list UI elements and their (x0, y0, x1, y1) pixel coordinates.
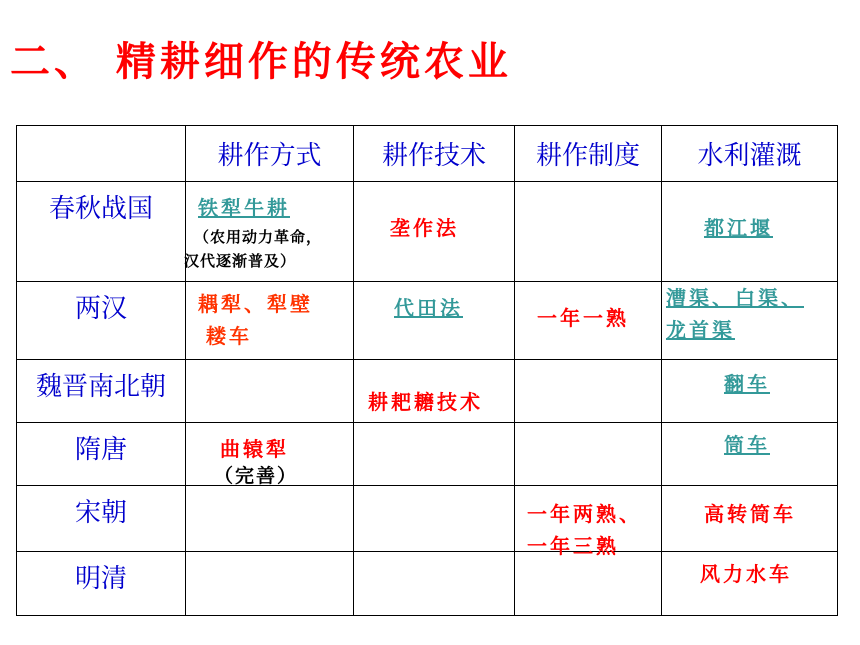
header-corner (17, 126, 186, 182)
cell-system (515, 423, 662, 486)
cell-technique (354, 423, 515, 486)
cell-technique (354, 360, 515, 423)
table-row (17, 282, 838, 360)
irrigation-link[interactable]: 翻车 (724, 372, 770, 396)
table-row (17, 360, 838, 423)
header-irrigation: 水利灌溉 (662, 126, 838, 182)
cell-technique (354, 282, 515, 360)
irrigation-link[interactable]: 龙首渠 (666, 318, 735, 342)
irrigation-text: 风力水车 (700, 562, 792, 586)
cell-system (515, 552, 662, 616)
cell-method (186, 282, 354, 360)
technique-text: 耕耙耱技术 (368, 390, 483, 414)
cell-system (515, 486, 662, 558)
cell-method (186, 552, 354, 616)
agriculture-table (16, 125, 838, 616)
cell-method (186, 182, 354, 282)
system-text: 一年三熟 (527, 534, 619, 558)
table-row (17, 182, 838, 282)
irrigation-link[interactable]: 都江堰 (704, 216, 773, 240)
cell-irrigation (662, 552, 838, 616)
table-row (17, 486, 838, 552)
page-title: 二、 精耕细作的传统农业 (10, 39, 512, 85)
header-technique: 耕作技术 (354, 126, 515, 182)
method-text: 耦犁、犁壁 (198, 292, 313, 316)
row-period: 隋唐 (17, 423, 186, 486)
row-period: 两汉 (17, 282, 186, 360)
row-period: 魏晋南北朝 (17, 360, 186, 423)
cell-technique (354, 486, 515, 552)
cell-method (186, 486, 354, 552)
system-text: 一年一熟 (537, 306, 629, 330)
cell-technique (354, 182, 515, 282)
method-note: （完善） (214, 465, 299, 487)
method-note: （农用动力革命， (194, 228, 323, 246)
cell-system (515, 360, 662, 423)
row-period: 春秋战国 (17, 182, 186, 282)
technique-link[interactable]: 代田法 (394, 296, 463, 320)
cell-system (515, 182, 662, 282)
irrigation-link[interactable]: 漕渠、白渠、 (666, 286, 804, 310)
irrigation-text: 高转筒车 (704, 502, 796, 526)
method-text: 耧车 (206, 324, 252, 348)
header-system: 耕作制度 (515, 126, 662, 182)
cell-irrigation (662, 182, 838, 282)
row-period: 明清 (17, 552, 186, 616)
method-text: 曲辕犁 (220, 437, 289, 461)
cell-irrigation (662, 282, 838, 360)
table-row (17, 423, 838, 486)
cell-method (186, 360, 354, 423)
technique-text: 垄作法 (390, 216, 459, 240)
cell-technique (354, 552, 515, 616)
method-link[interactable]: 铁犁牛耕 (198, 196, 290, 220)
system-text: 一年两熟、 (527, 502, 642, 526)
header-method: 耕作方式 (186, 126, 354, 182)
cell-irrigation (662, 423, 838, 486)
table-row (17, 552, 838, 616)
table-header-row (17, 126, 838, 182)
irrigation-link[interactable]: 筒车 (724, 433, 770, 457)
row-period: 宋朝 (17, 486, 186, 552)
cell-irrigation (662, 360, 838, 423)
cell-irrigation (662, 486, 838, 552)
cell-system (515, 282, 662, 360)
method-note: 汉代逐渐普及） (184, 252, 297, 270)
cell-method (186, 423, 354, 486)
